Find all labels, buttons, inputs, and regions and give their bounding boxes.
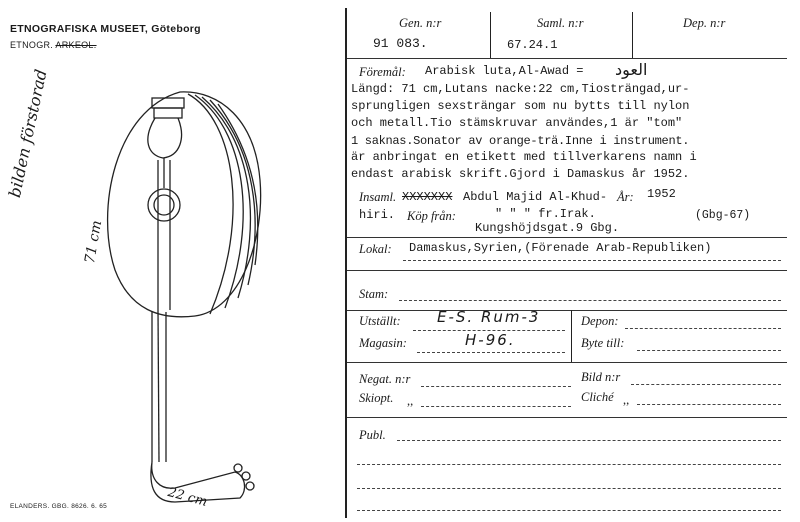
department-arkeol-struck: ARKEOL. <box>55 40 97 50</box>
lute-drawing <box>60 70 350 505</box>
utstallt-value: E-S. Rum-3 <box>437 308 541 326</box>
printer-imprint: ELANDERS. GBG. 8626. 6. 65 <box>10 503 108 510</box>
publ-label: Publ. <box>359 428 386 442</box>
foremal-value: Arabisk luta,Al-Awad = <box>425 64 584 78</box>
museum-title: ETNOGRAFISKA MUSEET, Göteborg <box>10 23 201 35</box>
insaml-label: Insaml. <box>359 190 397 204</box>
utstallt-label: Utställt: <box>359 314 401 328</box>
insaml-value-cont: hiri. <box>359 208 396 222</box>
department-line <box>10 40 97 50</box>
cliche-value: ,, <box>623 393 630 407</box>
kop-value: " " " fr.Irak. <box>495 207 596 221</box>
department-etnogr: ETNOGR. <box>10 40 54 50</box>
handwritten-side-note: bilden förstorad <box>4 67 51 200</box>
cliche-label: Cliché <box>581 390 614 404</box>
desc-line-4: 1 saknas.Sonator av orange-trä.Inne i instrument. <box>351 134 690 148</box>
desc-line-2: sprungligen sexsträngar som nu bytts till nylon <box>351 99 690 113</box>
lokal-label: Lokal: <box>359 242 392 256</box>
desc-line-5: är anbringat en etikett med tillverkarens namn i <box>351 150 697 164</box>
gen-number-value: 91 083. <box>373 36 428 51</box>
magasin-label: Magasin: <box>359 336 407 350</box>
depon-label: Depon: <box>581 314 619 328</box>
desc-line-6: endast arabisk skrift.Gjord i Damaskus år 1952. <box>351 167 690 181</box>
length-annotation: 71 cm <box>82 219 106 265</box>
skiopt-label: Skiopt. <box>359 391 394 405</box>
bild-label: Bild n:r <box>581 370 621 384</box>
lokal-value: Damaskus,Syrien,(Förenade Arab-Republiken) <box>409 241 712 255</box>
insaml-struck: XXXXXXX <box>402 190 453 204</box>
catalogue-card <box>345 8 787 518</box>
desc-line-1: Längd: 71 cm,Lutans nacke:22 cm,Tiosträngad,ur- <box>351 82 690 96</box>
saml-number-value: 67.24.1 <box>507 38 558 52</box>
arabic-name: العود <box>615 60 648 79</box>
desc-line-3: och metall.Tio stämskruvar användes,1 är "tom" <box>351 116 683 130</box>
neck-annotation: 22 cm <box>166 485 209 510</box>
stam-label: Stam: <box>359 287 389 301</box>
saml-number-label: Saml. n:r <box>537 16 584 30</box>
ar-value: 1952 <box>647 187 676 201</box>
foremal-label: Föremål: <box>359 65 406 79</box>
byte-till-label: Byte till: <box>581 336 625 350</box>
dep-number-label: Dep. n:r <box>683 16 726 30</box>
skiopt-value: ,, <box>407 394 414 408</box>
kop-label: Köp från: <box>407 209 456 223</box>
kop-place: (Gbg-67) <box>695 209 751 222</box>
kop-address: Kungshöjdsgat.9 Gbg. <box>475 221 620 235</box>
magasin-value: H-96. <box>465 331 516 349</box>
insaml-value: Abdul Majid Al-Khud- <box>463 190 608 204</box>
gen-number-label: Gen. n:r <box>399 16 442 30</box>
ar-label: År: <box>617 190 634 204</box>
negat-label: Negat. n:r <box>359 372 411 386</box>
